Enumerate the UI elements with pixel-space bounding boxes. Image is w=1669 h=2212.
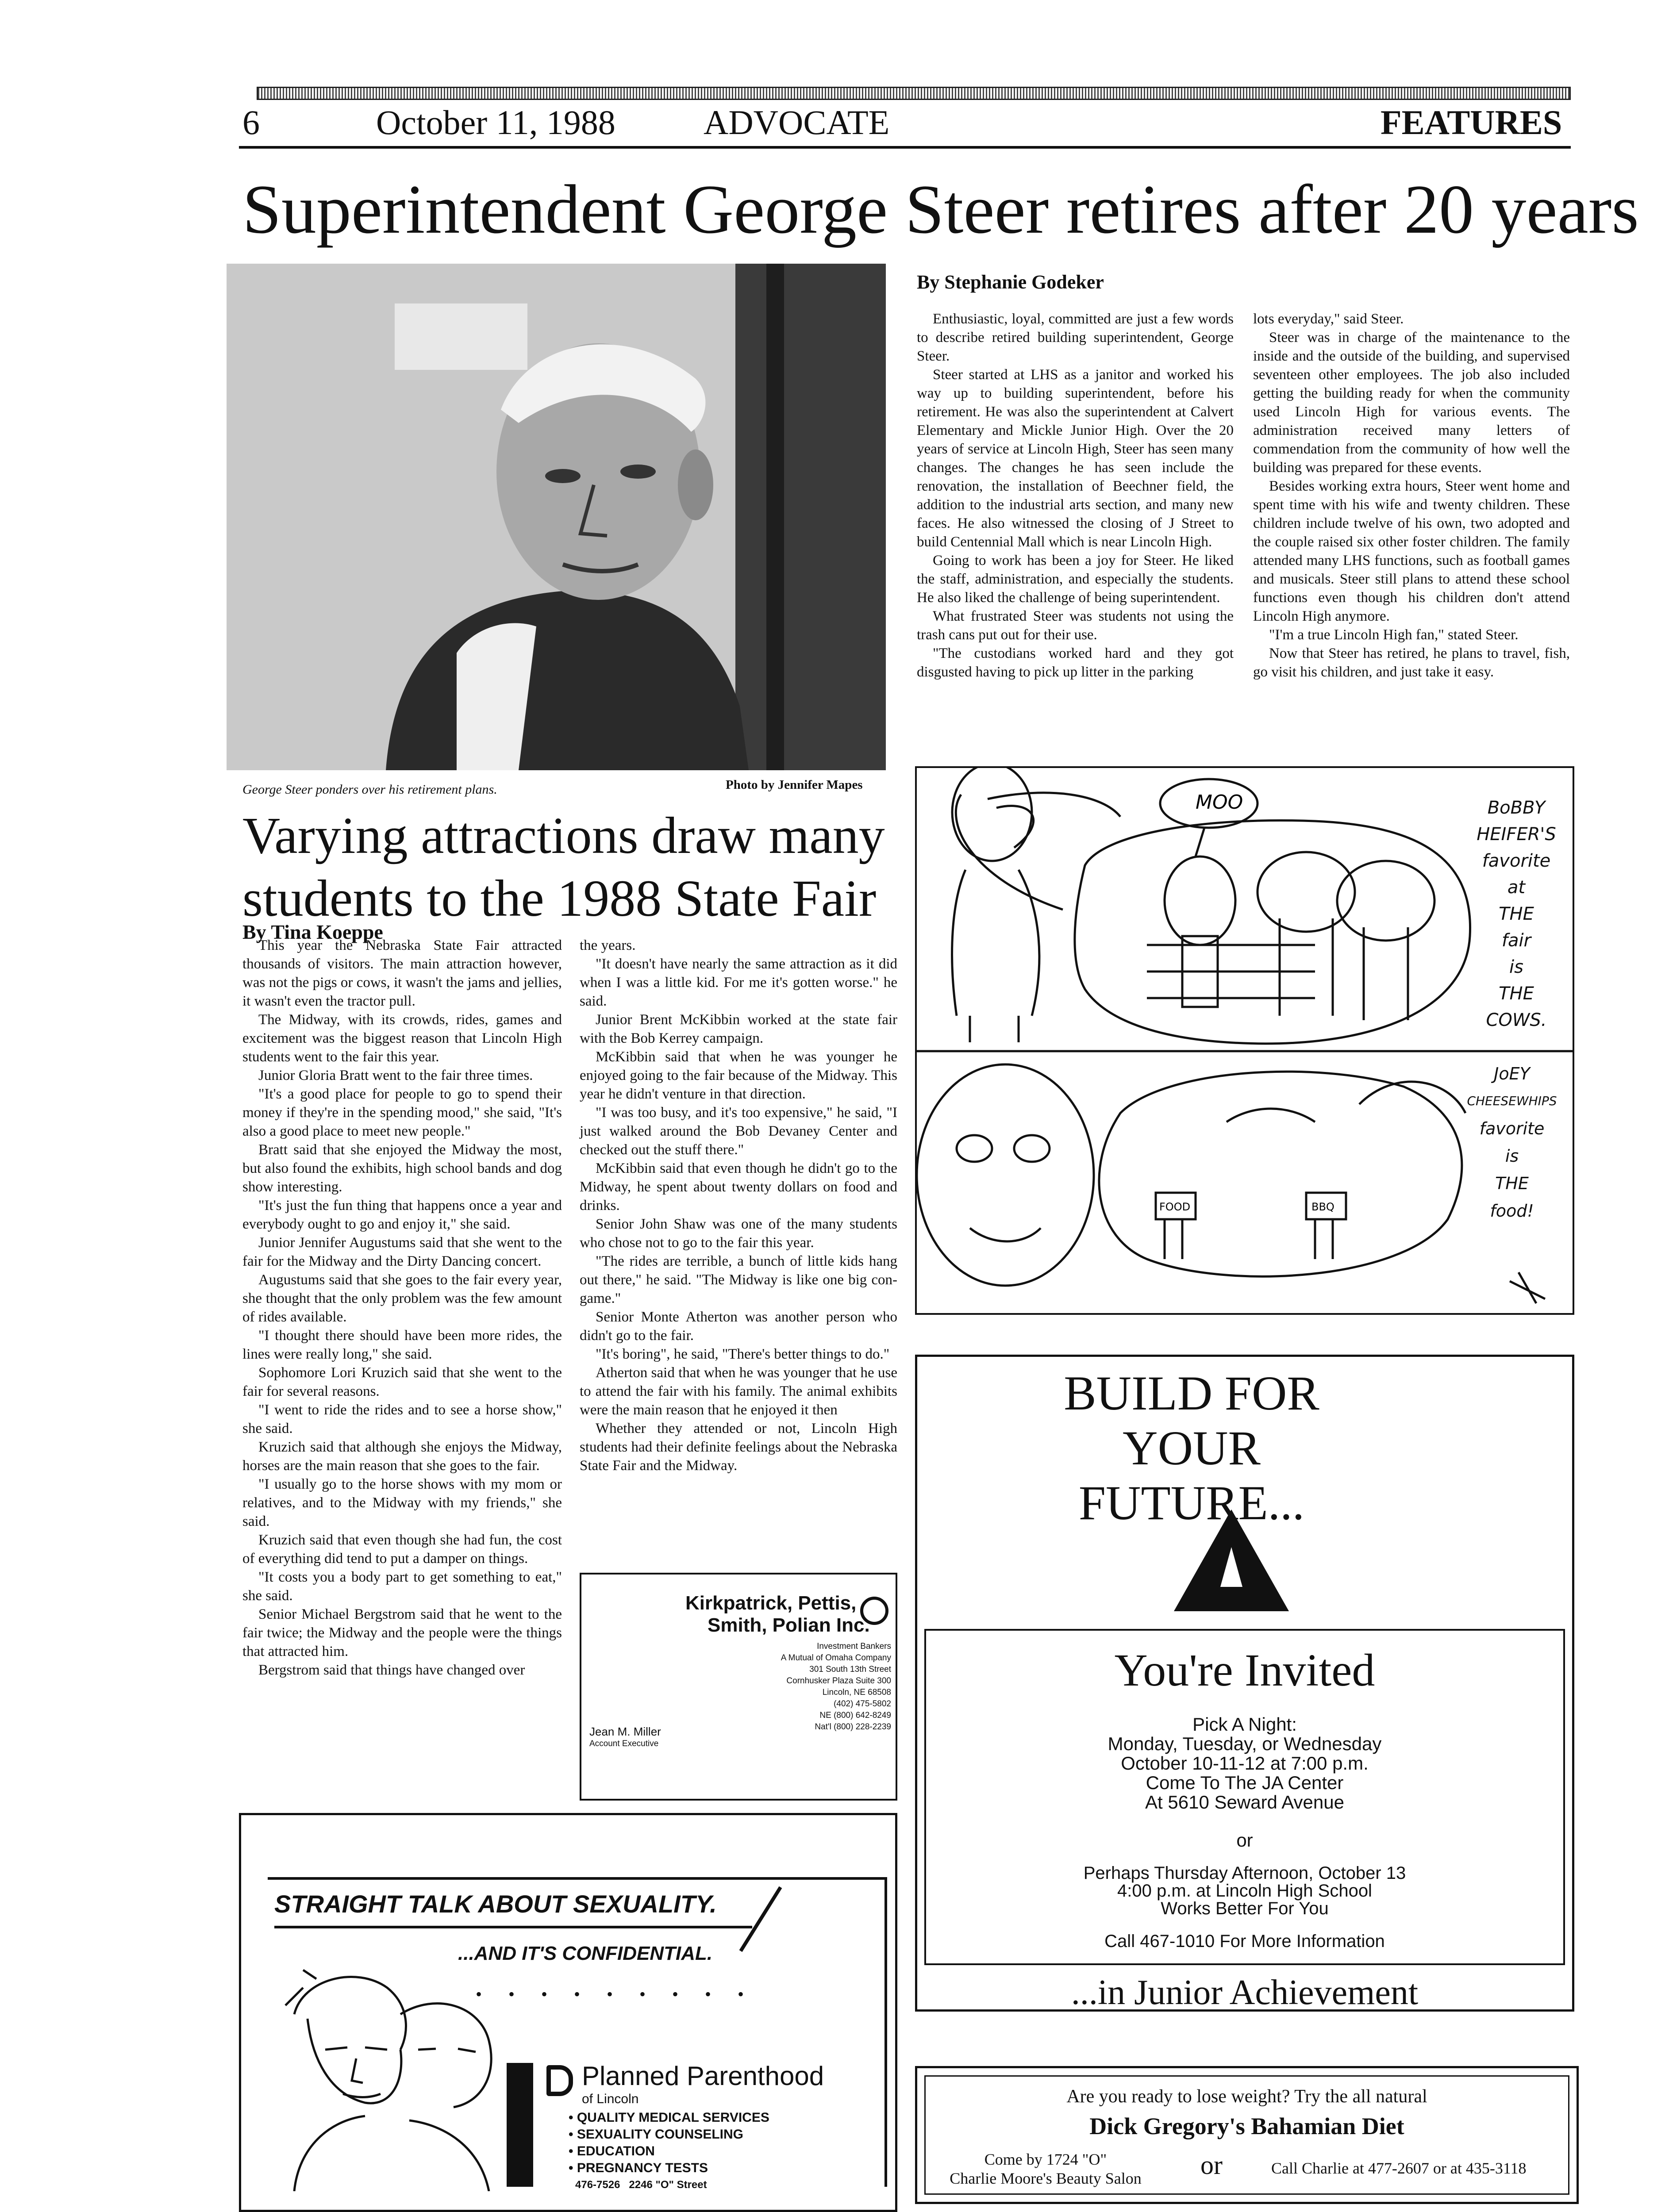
address-line: Nat'l (800) 228-2239 [815, 1722, 891, 1732]
alt-line: Perhaps Thursday Afternoon, October 13 [1083, 1863, 1406, 1883]
portrait-illustration [227, 264, 886, 770]
page-number: 6 [242, 103, 260, 142]
caption-line: THE [1495, 1174, 1529, 1193]
caption-line: fair [1501, 930, 1531, 951]
address-line: Lincoln, NE 68508 [822, 1688, 891, 1697]
address-line: Cornhusker Plaza Suite 300 [786, 1676, 891, 1686]
kirkpatrick-contact-title: Account Executive [589, 1739, 659, 1748]
pp-banner: STRAIGHT TALK ABOUT SEXUALITY. [274, 1890, 717, 1918]
photo-caption: George Steer ponders over his retirement plans. [242, 782, 497, 797]
pp-subbanner: ...AND IT'S CONFIDENTIAL. [458, 1943, 713, 1964]
pp-contact: 476-7526 2246 "O" Street [575, 2179, 707, 2191]
ja-logo-icon-inner [1220, 1547, 1242, 1587]
ad-diet [915, 2066, 1579, 2204]
story2-col1 [242, 936, 562, 1679]
paragraph: Enthusiastic, loyal, committed are just a few words to describe retired building superintendent, George Steer. [917, 311, 1234, 364]
pp-bar [507, 2063, 533, 2187]
kirkpatrick-name1: Kirkpatrick, Pettis, [685, 1592, 857, 1614]
pp-logo-icon [546, 2065, 573, 2096]
kirkpatrick-name2: Smith, Polian Inc. [708, 1614, 870, 1636]
caption-line: COWS. [1486, 1010, 1547, 1030]
address-line: NE (800) 642-8249 [819, 1711, 891, 1720]
paragraph: Bergstrom said that things have changed over [258, 1662, 525, 1678]
paragraph: Besides working extra hours, Steer went home and spent time with his wife and twenty children. These children include twelve of his own, two adopted and the couple raised six other foster children. The family attended many LHS functions, such as football games and musicals. Steer still plans to attend these school functions even though his children don't attend Lincoln High anymore. [1253, 478, 1570, 624]
caption-line: favorite [1479, 1119, 1545, 1138]
paragraph: Atherton said that when he was younger that he use to attend the fair with his family. The animal exhibits were the main reason that he enjoyed it then [580, 1365, 897, 1418]
invite-line: Come To The JA Center [1146, 1772, 1344, 1793]
kirkpatrick-logo-icon [860, 1597, 888, 1625]
paragraph: "The custodians worked hard and they got disgusted having to pick up litter in the parking [917, 645, 1234, 680]
story1-byline: By Stephanie Godeker [917, 271, 1104, 293]
paragraph: This year the Nebraska State Fair attracted thousands of visitors. The main attraction however, was not the pigs or cows, it wasn't the jams and jellies, it wasn't even the tractor pull. [242, 937, 562, 1009]
pp-org: Planned Parenthood [582, 2061, 824, 2091]
kirkpatrick-contact: Jean M. Miller [589, 1725, 661, 1738]
ad-junior-achievement [915, 1355, 1574, 2012]
ja-tagline: ...in Junior Achievement [1071, 1973, 1419, 2012]
masthead-rule [239, 146, 1571, 149]
caption-line: is [1509, 957, 1523, 977]
paragraph: Junior Brent McKibbin worked at the state fair with the Bob Kerrey campaign. [580, 1012, 897, 1046]
caption-line: JoEY [1494, 1064, 1530, 1083]
sign-bbq: BBQ [1311, 1201, 1334, 1213]
paragraph: Bratt said that she enjoyed the Midway the most, but also found the exhibits, high school bands and dog show interesting. [242, 1142, 562, 1195]
pp-portrait-illustration [277, 1961, 507, 2191]
caption-line: favorite [1482, 851, 1551, 871]
kirkpatrick-address [723, 1641, 891, 1733]
address-line: 301 South 13th Street [809, 1665, 891, 1674]
pp-org-sub: of Lincoln [582, 2092, 639, 2106]
paragraph: "It doesn't have nearly the same attraction as it did when I was a little kid. For me it's gotten worse." he said. [580, 956, 897, 1009]
diet-line2: Dick Gregory's Bahamian Diet [1089, 2113, 1404, 2139]
caption-line: HEIFER'S [1477, 824, 1556, 845]
diet-left2: Charlie Moore's Beauty Salon [950, 2170, 1142, 2187]
paragraph: Steer started at LHS as a janitor and worked his way up to building superintendent, before his retirement. He was also the superintendent at Calvert Elementary and Mickle Junior High. Over the 20 years of service at Lincoln High, Steer has seen many changes. The changes he has seen include the renovation, the installation of Beechner field, the addition to the industrial arts section, and many new faces. He also witnessed the closing of J Street to build Centennial Mall which is near Lincoln High. [917, 367, 1234, 550]
paragraph: Senior John Shaw was one of the many students who chose not to go to the fair this year. [580, 1216, 897, 1251]
caption-line: THE [1499, 904, 1534, 924]
paragraph: lots everyday," said Steer. [1253, 311, 1404, 327]
ja-invite-title: You're Invited [1114, 1645, 1375, 1696]
paragraph: the years. [580, 937, 636, 953]
paragraph: Senior Michael Bergstrom said that he went to the fair twice; the Midway and the people were the things that attracted him. [242, 1606, 562, 1659]
paragraph: McKibbin said that when he was younger he enjoyed going to the fair because of the Midway. This year he didn't venture in that direction. [580, 1049, 897, 1102]
story2-headline: Varying attractions draw many students to the 1988 State Fair [242, 806, 885, 927]
invite-line: October 10-11-12 at 7:00 p.m. [1121, 1753, 1369, 1774]
paragraph: "It's just the fun thing that happens once a year and everybody ought to go and enjoy it," she said. [242, 1198, 562, 1232]
paragraph: The Midway, with its crowds, rides, games and excitement was the biggest reason that Lincoln High students went to the fair this year. [242, 1012, 562, 1065]
story1-col1 [917, 310, 1234, 681]
pp-dots [476, 1974, 883, 2014]
address-line: A Mutual of Omaha Company [781, 1653, 891, 1663]
invite-line: Pick A Night: [1192, 1714, 1297, 1735]
diet-or: or [1200, 2151, 1223, 2180]
ja-invite-lines [926, 1715, 1563, 1812]
ad-planned-parenthood [239, 1813, 897, 2212]
invite-line: At 5610 Seward Avenue [1145, 1792, 1344, 1813]
paragraph: "The rides are terrible, a bunch of little kids hang out there," he said. "The Midway is like one big con-game." [580, 1253, 897, 1306]
alt-line: Works Better For You [1161, 1899, 1329, 1918]
ja-or: or [1236, 1830, 1253, 1851]
ja-headline: BUILD FOR YOUR FUTURE... [1064, 1366, 1319, 1530]
alt-line: 4:00 p.m. at Lincoln High School [1117, 1881, 1372, 1901]
paragraph: Whether they attended or not, Lincoln High students had their definite feelings about the Nebraska State Fair and the Midway. [580, 1421, 897, 1474]
paragraph: What frustrated Steer was students not using the trash cans put out for their use. [917, 608, 1234, 643]
caption-line: CHEESEWHIPS [1467, 1094, 1557, 1108]
paragraph: Junior Jennifer Augustums said that she went to the fair for the Midway and the Dirty Dancing concert. [242, 1235, 562, 1269]
pp-banner-rule [274, 1926, 752, 1928]
invite-line: Monday, Tuesday, or Wednesday [1108, 1733, 1382, 1754]
paragraph: McKibbin said that even though he didn't go to the Midway, he spent about twenty dollars on food and drinks. [580, 1160, 897, 1214]
diet-left1: Come by 1724 "O" [984, 2151, 1107, 2168]
paragraph: Going to work has been a joy for Steer. He liked the staff, administration, and especially the students. He also liked the challenge of being superintendent. [917, 553, 1234, 606]
diet-right: Call Charlie at 477-2607 or at 435-3118 [1271, 2159, 1527, 2177]
dot-row: ••••••••• [476, 1984, 771, 2004]
paragraph: Now that Steer has retired, he plans to travel, fish, go visit his children, and just take it easy. [1253, 645, 1570, 680]
cartoon-bottom-caption [1457, 1060, 1567, 1225]
paragraph: "I usually go to the horse shows with my mom or relatives, and to the Midway with my friends," she said. [242, 1476, 562, 1529]
address-line: Investment Bankers [817, 1642, 891, 1651]
diet-line1: Are you ready to lose weight? Try the all natural [1066, 2086, 1427, 2107]
paragraph: Junior Gloria Bratt went to the fair three times. [258, 1068, 533, 1083]
paragraph: "It's boring", he said, "There's better things to do." [596, 1346, 890, 1362]
paragraph: Steer was in charge of the maintenance to the inside and the outside of the building, and supervised seventeen other employees. The job also included getting the building ready for when the community used Lincoln High for various events. The administration received many letters of commendation from the community of how well the building was prepared for these events. [1253, 330, 1570, 476]
steer-photo [227, 264, 886, 770]
caption-line: food! [1490, 1201, 1534, 1221]
story1-col2 [1253, 310, 1570, 681]
cartoon-moo: MOO [1196, 791, 1243, 814]
masthead-paper: ADVOCATE [704, 103, 890, 142]
paragraph: Kruzich said that although she enjoys the Midway, horses are the main reason that she goes to the fair. [242, 1439, 562, 1474]
sign-food: FOOD [1159, 1201, 1191, 1213]
paragraph: "It's a good place for people to go to spend their money if they're in the spending mood," she said, "It's also a good place to meet new people." [242, 1086, 562, 1139]
ja-call: Call 467-1010 For More Information [1104, 1932, 1385, 1951]
paragraph: "I went to ride the rides and to see a horse show," she said. [242, 1402, 562, 1436]
caption-line: is [1505, 1146, 1519, 1166]
top-rule [257, 87, 1571, 100]
caption-line: BoBBY [1487, 798, 1546, 818]
masthead-section: FEATURES [1381, 103, 1562, 142]
masthead-date: October 11, 1988 [376, 103, 615, 142]
ad-kirkpatrick [580, 1573, 897, 1801]
address-line: (402) 475-5802 [834, 1699, 891, 1709]
ja-alt-lines [926, 1864, 1563, 1917]
photo-credit: Photo by Jennifer Mapes [726, 778, 863, 792]
paragraph: "I was too busy, and it's too expensive," he said, "I just walked around the Bob Devaney Center and checked out the stuff there." [580, 1105, 897, 1158]
caption-line: at [1507, 877, 1526, 898]
paragraph: "I thought there should have been more rides, the lines were really long," she said. [242, 1328, 562, 1362]
service-item: • QUALITY MEDICAL SERVICES [569, 2110, 769, 2125]
paragraph: Kruzich said that even though she had fun, the cost of everything did tend to put a damper on things. [242, 1532, 562, 1567]
story2-byline: By Tina Koeppe [242, 921, 383, 943]
service-item: • EDUCATION [569, 2144, 655, 2158]
paragraph: "I'm a true Lincoln High fan," stated Steer. [1269, 627, 1519, 643]
story1-headline: Superintendent George Steer retires after 20 years [242, 171, 1639, 248]
service-item: • SEXUALITY COUNSELING [569, 2127, 744, 2142]
service-item: • PREGNANCY TESTS [569, 2161, 708, 2175]
fair-cartoon [915, 766, 1574, 1315]
story2-col2 [580, 936, 897, 1475]
cartoon-top-caption [1465, 795, 1567, 1033]
paragraph: Senior Monte Atherton was another person who didn't go to the fair. [580, 1309, 897, 1344]
caption-line: THE [1499, 983, 1534, 1004]
pp-services [569, 2109, 769, 2177]
ja-invite-box [924, 1629, 1565, 1965]
paragraph: "It costs you a body part to get something to eat," she said. [242, 1569, 562, 1604]
paragraph: Augustums said that she goes to the fair every year, she thought that the only problem was the few amount of rides available. [242, 1272, 562, 1325]
paragraph: Sophomore Lori Kruzich said that she went to the fair for several reasons. [242, 1365, 562, 1399]
